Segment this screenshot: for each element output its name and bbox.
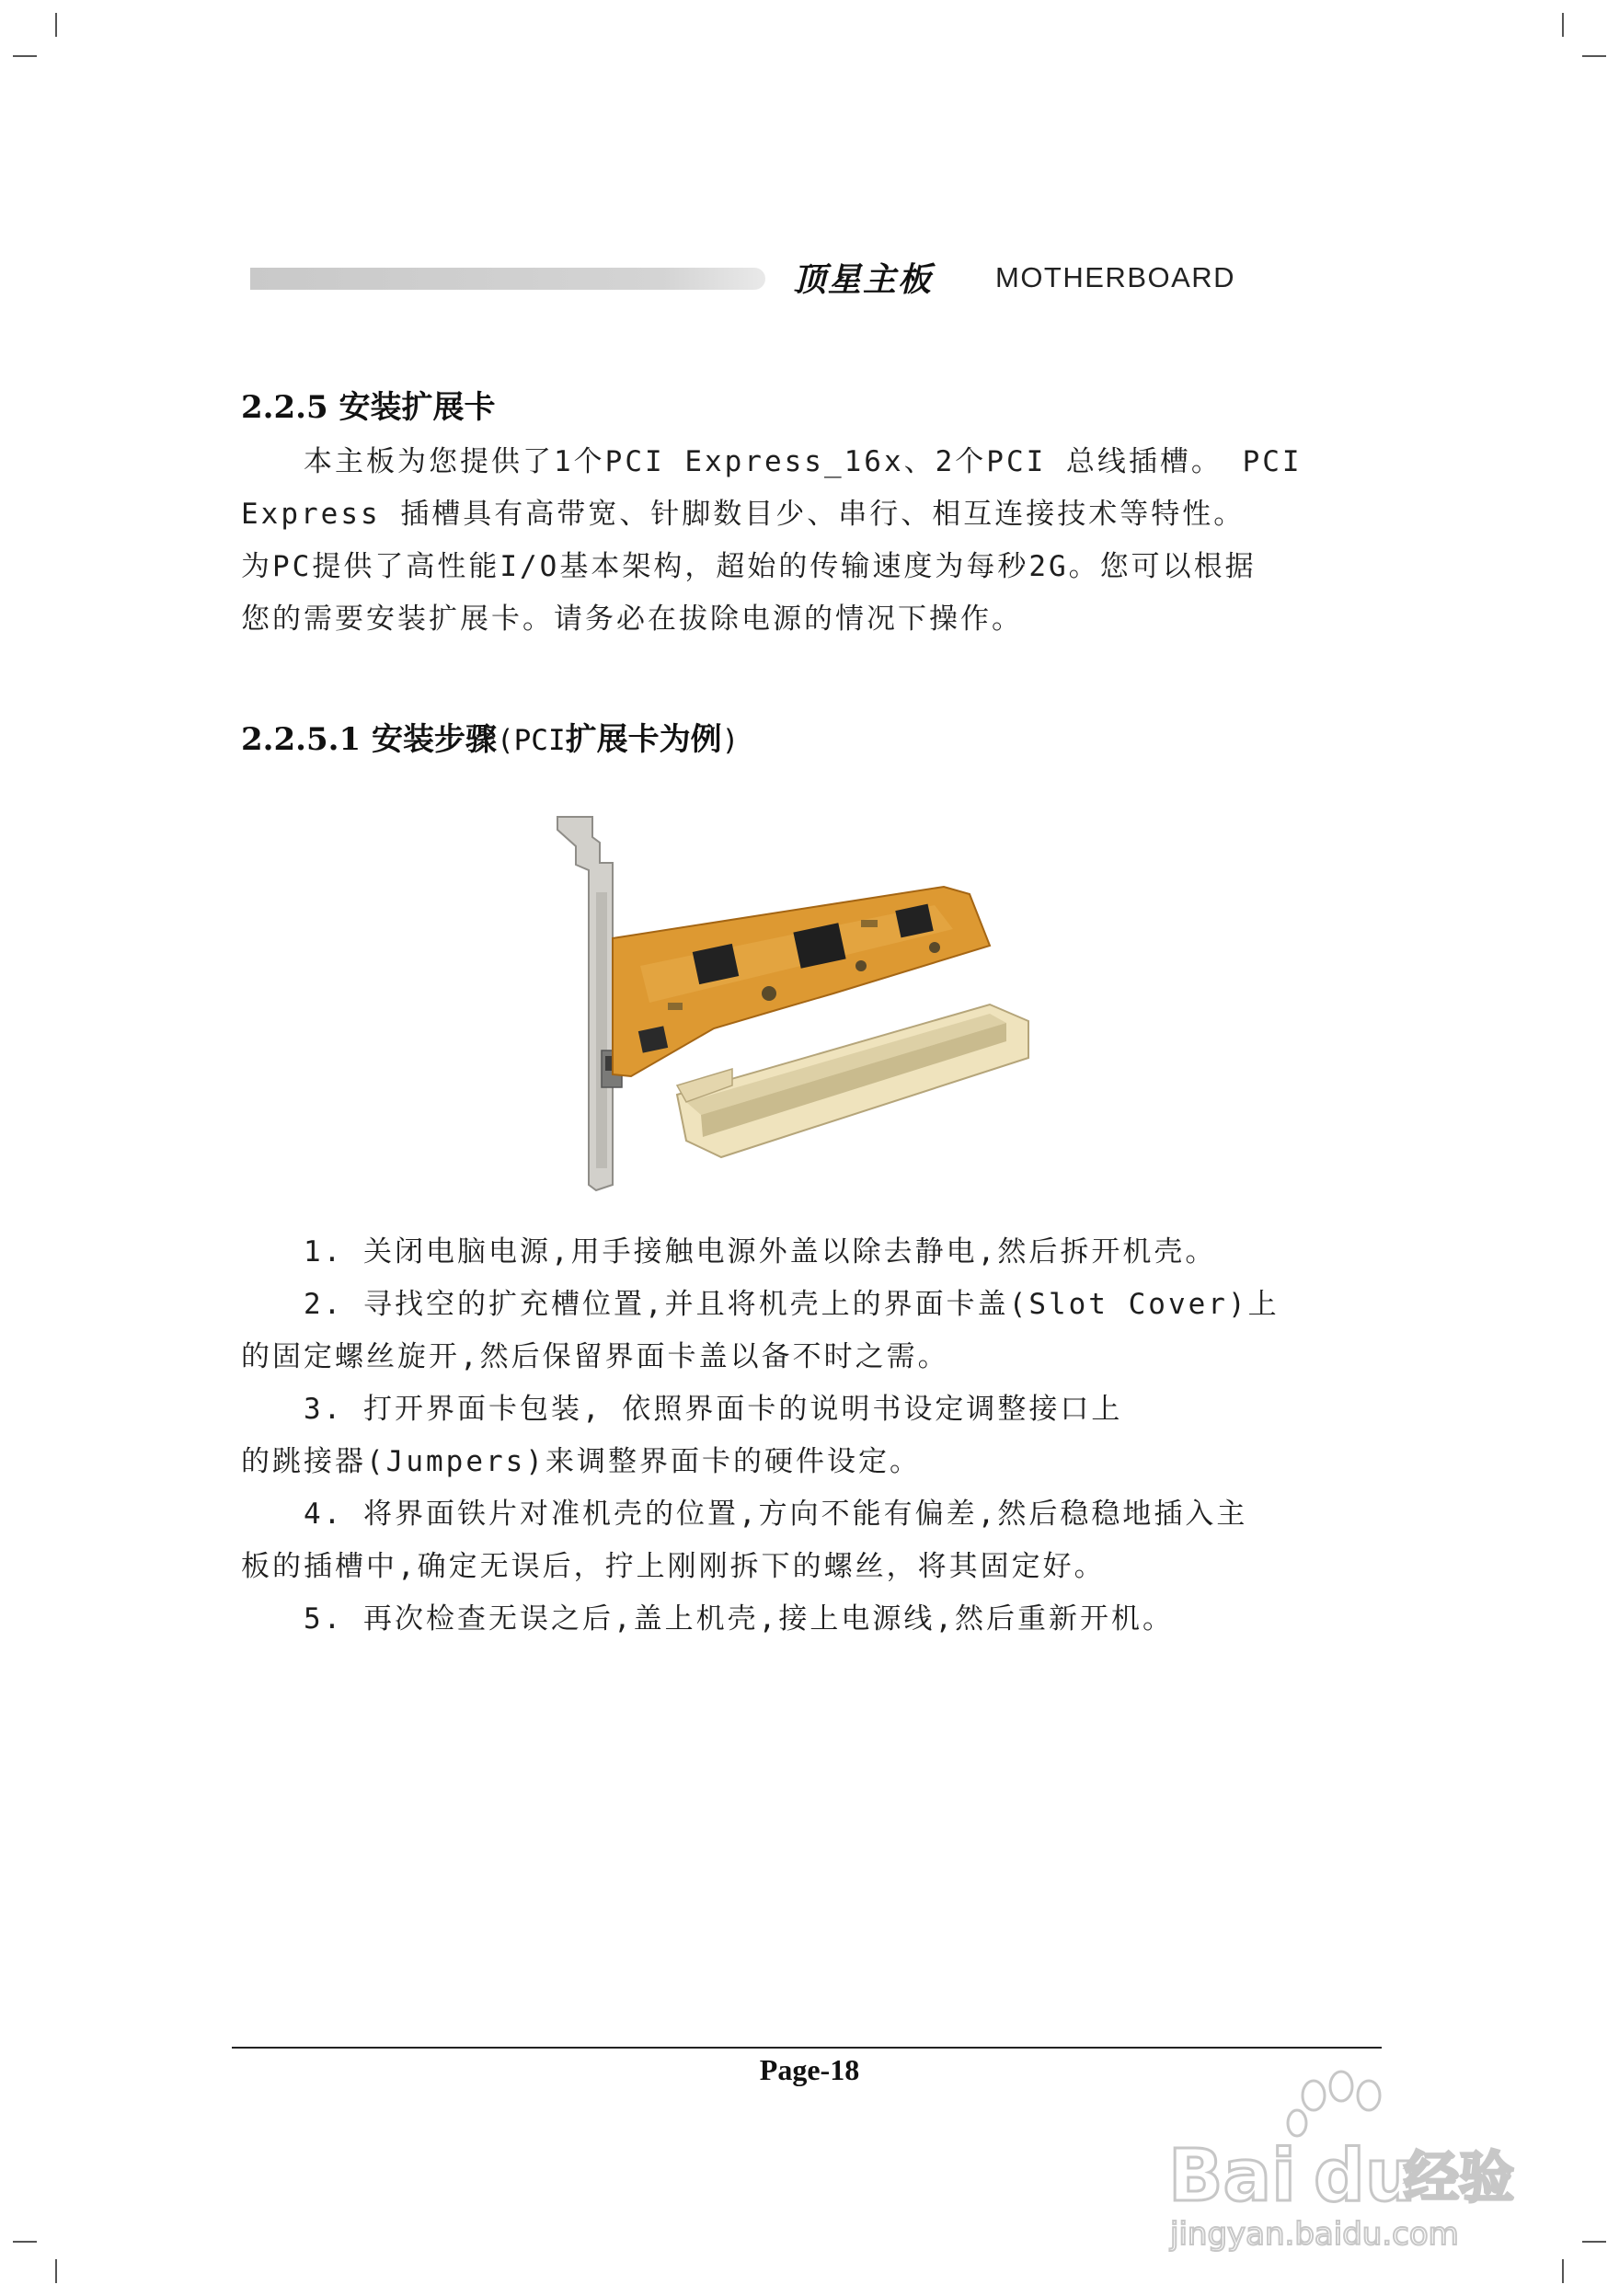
baidu-jingyan-watermark xyxy=(1159,2070,1545,2254)
pci-slot xyxy=(677,1004,1028,1157)
subsection-paren-open: (PCI xyxy=(496,724,566,757)
crop-mark xyxy=(1582,2241,1606,2243)
page-number: Page-18 xyxy=(759,2053,860,2086)
intro-line: Express 插槽具有高带宽、针脚数目少、串行、相互连接技术等特性。 xyxy=(241,498,1246,531)
subsection-paren-close: ) xyxy=(721,724,740,757)
step-line: 1. 关闭电脑电源,用手接触电源外盖以除去静电,然后拆开机壳。 xyxy=(304,1235,1217,1269)
step-line: 的固定螺丝旋开,然后保留界面卡盖以备不时之需。 xyxy=(241,1340,949,1373)
crop-mark xyxy=(13,2241,37,2243)
crop-mark xyxy=(1562,2259,1564,2283)
header-brand-en: MOTHERBOARD xyxy=(995,261,1236,293)
intro-line: 本主板为您提供了1个PCI Express_16x、2个PCI 总线插槽。 PCI xyxy=(304,445,1303,478)
watermark-brand: Bai xyxy=(1168,2135,1296,2218)
header-brand-cn: 顶星主板 xyxy=(793,261,934,299)
intro-line: 为PC提供了高性能I/O基本架构，超始的传输速度为每秒2G。您可以根据 xyxy=(241,550,1257,583)
watermark-url: jingyan.baidu.com xyxy=(1170,2216,1459,2253)
section-intro xyxy=(241,436,1382,646)
crop-mark xyxy=(55,2259,57,2283)
subsection-heading-text: 2.2.5.1 安装步骤 xyxy=(241,721,497,758)
crop-mark xyxy=(55,13,57,37)
footer-rule xyxy=(232,2047,1382,2049)
step-line: 5. 再次检查无误之后,盖上机壳,接上电源线,然后重新开机。 xyxy=(304,1602,1174,1636)
step-line: 板的插槽中,确定无误后，拧上刚刚拆下的螺丝，将其固定好。 xyxy=(241,1550,1106,1583)
watermark-brand2: du xyxy=(1314,2135,1417,2218)
crop-mark xyxy=(1582,55,1606,57)
watermark-jingyan: 经验 xyxy=(1404,2146,1514,2210)
crop-mark xyxy=(13,55,37,57)
crop-mark xyxy=(1562,13,1564,37)
step-line: 4. 将界面铁片对准机壳的位置,方向不能有偏差,然后稳稳地插入主 xyxy=(304,1498,1248,1531)
pci-card-illustration xyxy=(548,809,1063,1196)
paw-icon xyxy=(1288,2072,1380,2136)
subsection-heading-text2: 扩展卡为例 xyxy=(565,721,722,758)
step-line: 2. 寻找空的扩充槽位置,并且将机壳上的界面卡盖(Slot Cover)上 xyxy=(304,1288,1280,1321)
section-heading: 2.2.5 安装扩展卡 xyxy=(241,389,496,426)
step-line: 3. 打开界面卡包装, 依照界面卡的说明书设定调整接口上 xyxy=(304,1393,1123,1426)
installation-steps xyxy=(241,1226,1382,1646)
subsection-heading xyxy=(241,714,739,759)
header-bar xyxy=(250,268,765,290)
step-line: 的跳接器(Jumpers)来调整界面卡的硬件设定。 xyxy=(241,1445,921,1478)
intro-line: 您的需要安装扩展卡。请务必在拔除电源的情况下操作。 xyxy=(241,603,1023,636)
